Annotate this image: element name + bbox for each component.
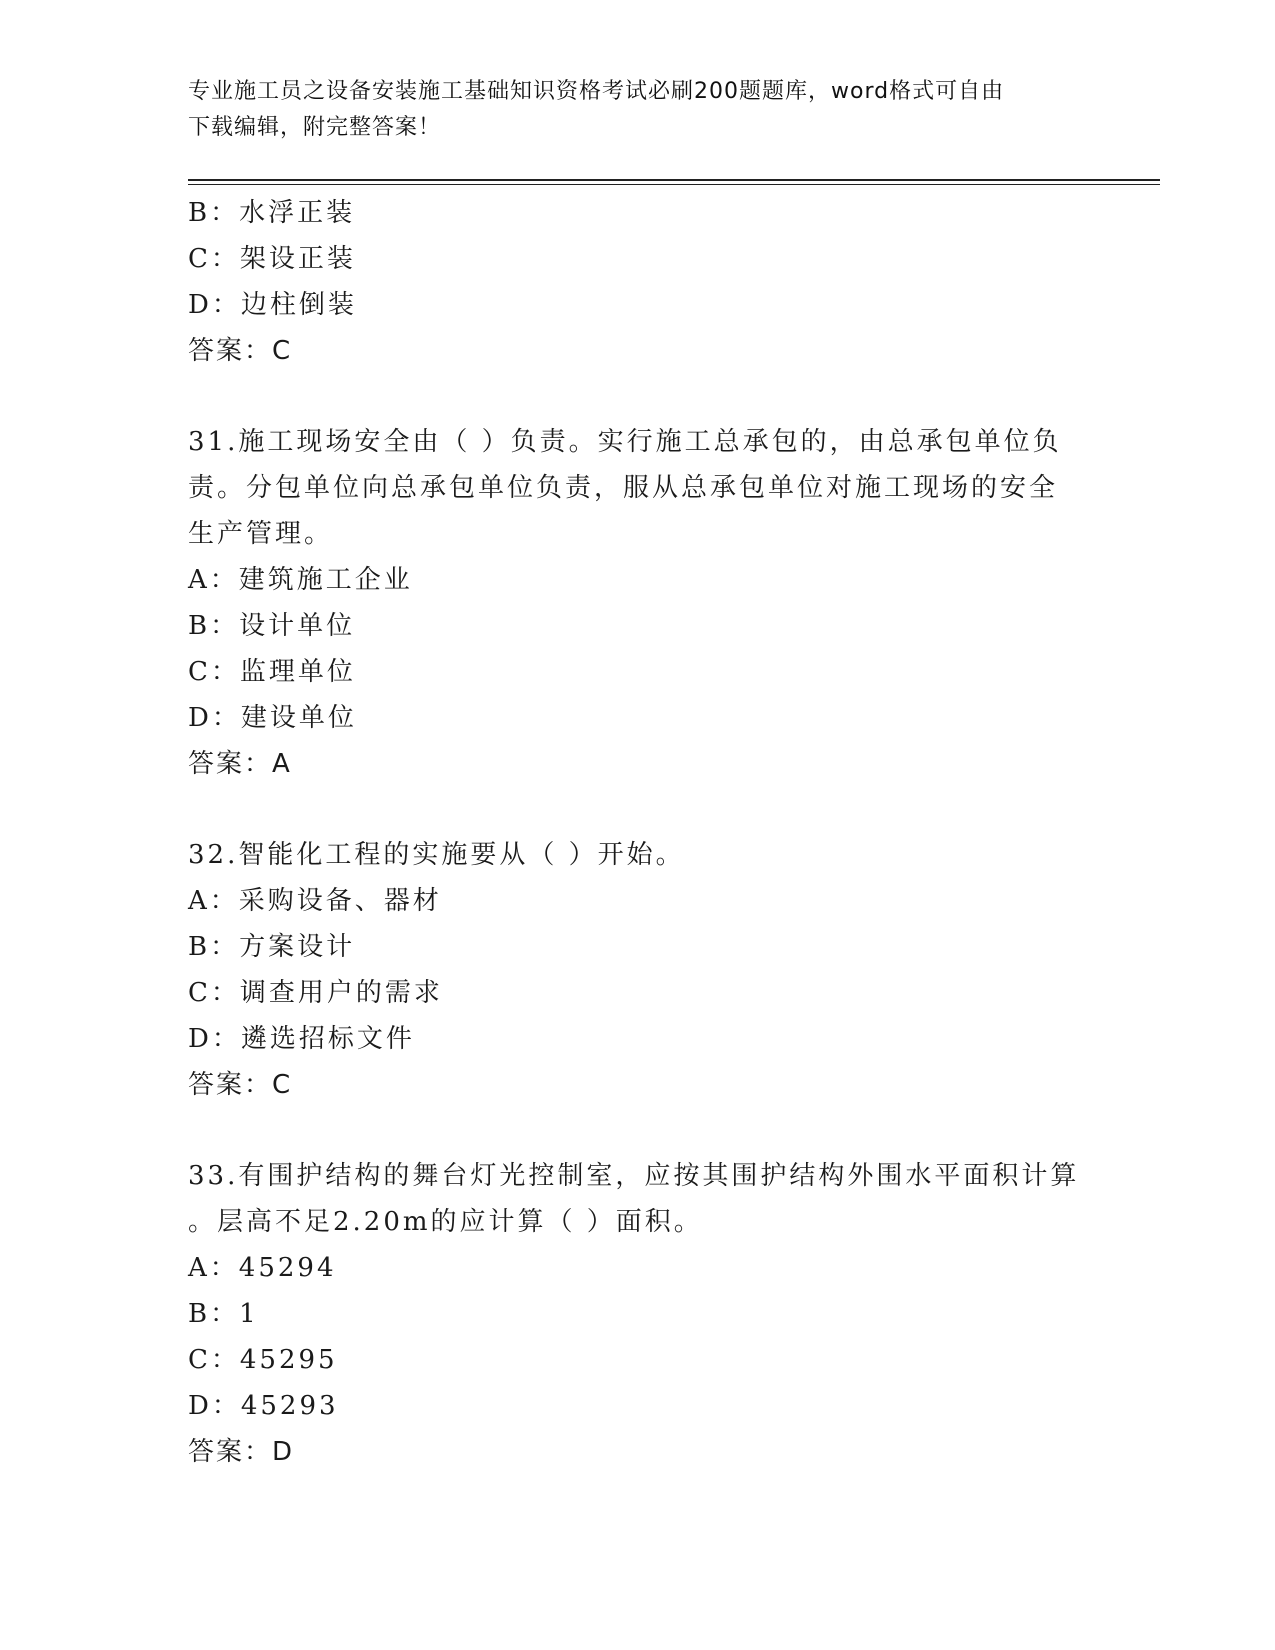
option-d: D：遴选招标文件 [188, 1024, 415, 1054]
answer-line: 答案：D [188, 1437, 295, 1467]
option-d: D：边柱倒装 [188, 290, 357, 320]
spacer [188, 787, 1088, 832]
header-line-2: 下载编辑，附完整答案！ [188, 115, 442, 140]
question-30-tail [188, 190, 1088, 374]
option-d: D：建设单位 [188, 703, 357, 733]
question-33 [188, 1153, 1088, 1475]
header-divider-thick [188, 179, 1160, 181]
option-c: C：架设正装 [188, 244, 356, 274]
option-a: A：45294 [188, 1253, 337, 1283]
option-a: A：采购设备、器材 [188, 886, 442, 916]
option-c: C：监理单位 [188, 657, 356, 687]
question-text-line: 责。分包单位向总承包单位负责，服从总承包单位对施工现场的安全 [188, 473, 1059, 503]
question-31 [188, 419, 1088, 787]
question-32 [188, 832, 1088, 1108]
question-text-line: 33.有围护结构的舞台灯光控制室，应按其围护结构外围水平面积计算 [188, 1161, 1080, 1191]
question-text-line: 32.智能化工程的实施要从（ ）开始。 [188, 840, 685, 870]
answer-line: 答案：A [188, 749, 292, 779]
question-text-line: 31.施工现场安全由（ ）负责。实行施工总承包的，由总承包单位负 [188, 427, 1062, 457]
spacer [188, 1108, 1088, 1153]
answer-line: 答案：C [188, 336, 293, 366]
option-c: C：调查用户的需求 [188, 978, 443, 1008]
option-a: A：建筑施工企业 [188, 565, 413, 595]
header-divider-thin [188, 184, 1160, 185]
option-b: B：1 [188, 1299, 259, 1329]
question-text-line: 。层高不足2.20m的应计算（ ）面积。 [188, 1207, 703, 1237]
option-b: B：方案设计 [188, 932, 356, 962]
question-text-line: 生产管理。 [188, 519, 334, 549]
answer-line: 答案：C [188, 1070, 293, 1100]
option-b: B：设计单位 [188, 611, 356, 641]
header-line-1: 专业施工员之设备安装施工基础知识资格考试必刷200题题库，word格式可自由 [188, 79, 1005, 104]
option-d: D：45293 [188, 1391, 339, 1421]
spacer [188, 374, 1088, 419]
document-header [188, 74, 1088, 146]
option-b: B：水浮正装 [188, 198, 356, 228]
question-content [188, 190, 1088, 1475]
option-c: C：45295 [188, 1345, 338, 1375]
